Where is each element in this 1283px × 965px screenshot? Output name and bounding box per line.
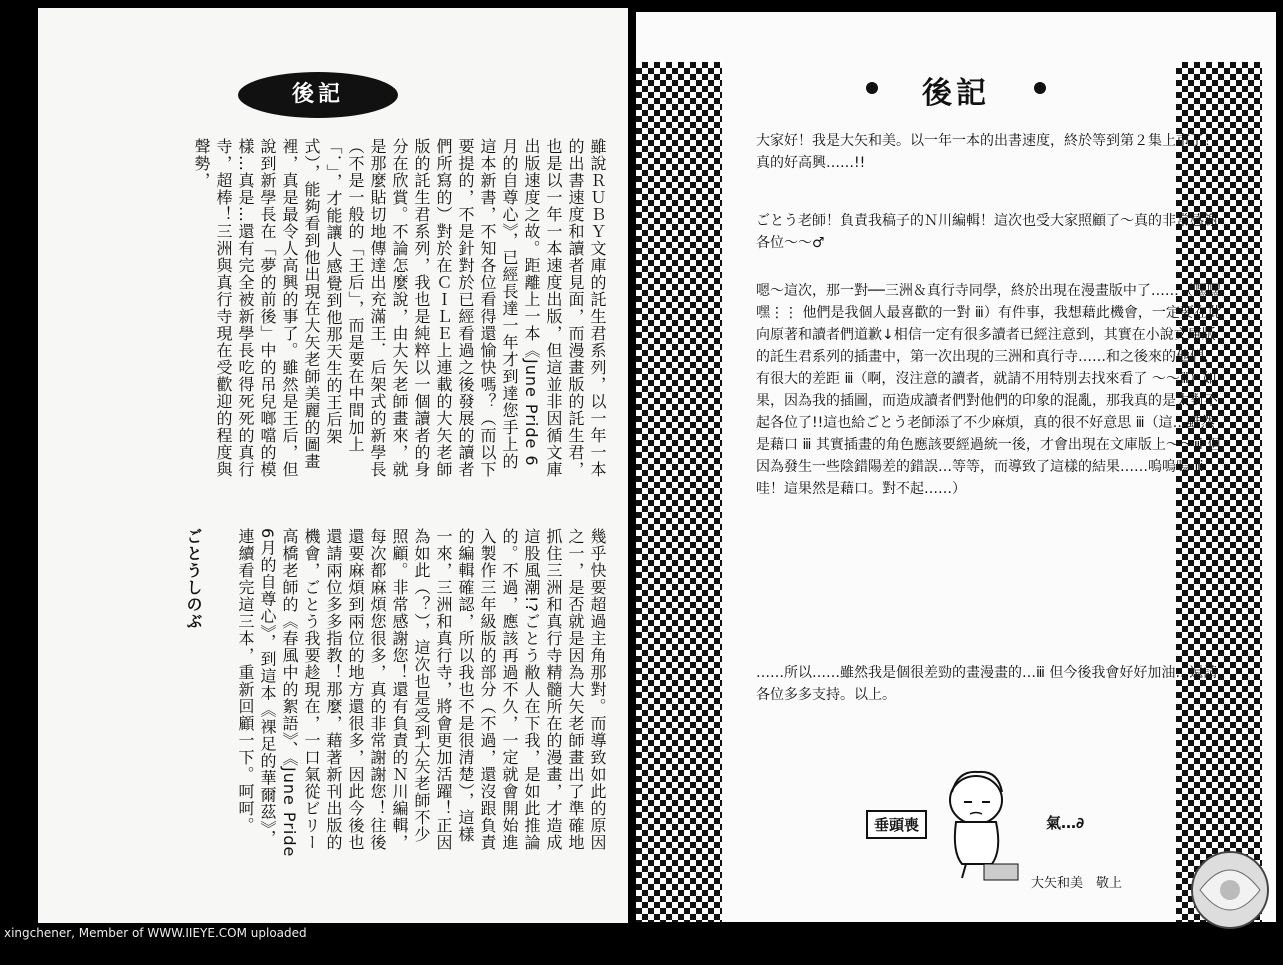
- left-bottom-text-block: [68, 528, 608, 858]
- chibi-illustration: [866, 742, 1166, 912]
- left-page: [38, 8, 628, 923]
- bullet-dot-icon: [1034, 82, 1046, 94]
- right-signoff: 大矢和美 敬上: [1031, 876, 1123, 891]
- bullet-dot-icon: [866, 82, 878, 94]
- left-signature: ごとうしのぶ: [184, 528, 203, 630]
- sigh-tail: 氣…∂: [1046, 814, 1085, 832]
- left-top-text: 雖說ＲＵＢＹ文庫的託生君系列，以一年一本的出書速度和讀者見面，而漫畫版的託生君，也是以一年一本速度出版，但這並非因循文庫出版速度之故。距離上一本《June Pride 6月的自尊心》，已經長達一年才到達您手上的這本新書，不知各位看得還愉快嗎？（而以下要提的，不是針對於已經看過之後發展的讀者們所寫的）對於在ＣＩＬＥ上連載的大矢老師版的託生君系列，我也是純粹以一個讀者的身分在欣賞。不論怎麼說，由大矢老師畫來，就是那麼貼切地傳達出充滿王．后架式的新學長（不是一般的「王后」，而是要在中間加上「．」，才能讓人感覺到他那天生的王后架式），能夠看到他出現在大矢老師美麗的圖畫裡，真是最令人高興的事了。雖然是王后，但說到新學長在「夢的前後」中的吊兒啷噹的模樣…真是…還有完全被新學長吃得死死的真行寺，超棒！三洲與真行寺現在受歡迎的程度與聲勢，: [192, 138, 607, 478]
- right-para-1: 大家好！我是大矢和美。以一年一本的出書速度，終於等到第２集上市了！真的好高興……!!: [756, 133, 1218, 171]
- watermark-text: xingchener, Member of WWW.IIEYE.COM uploaded: [4, 926, 307, 940]
- left-bottom-text: 幾乎快要超過主角那對。而導致如此的原因之一，是否就是因為大矢老師畫出了準確地抓住三洲和真行寺精髓所在的漫畫，才造成這股風潮!?ごとう敝人在下我，是如此推論的。不過，應該再過不久，一定就會開始進入製作三年級版的部分（不過，還沒跟負責的編輯確認，所以我也不是很清楚），這樣一來，三洲和真行寺，將會更加活躍！正因為如此（？），這次也是受到大矢老師不少照顧。非常感謝您！還有負責的Ｎ川編輯，每次都麻煩您很多，真的非常謝謝您！往後還要麻煩到兩位的地方還很多，因此今後也還請兩位多多指教！那麼，藉著新刊出版的機會，ごとう我要趁現在，一口氣從ビリー高橋老師的《春風中的絮語》、《June Pride 6月的自尊心》，到這本《裸足的華爾茲》，連續看完這三本，重新回顧一下。呵呵。: [236, 528, 607, 858]
- right-para-2: ごとう老師！負責我稿子的Ｎ川編輯！這次也受大家照顧了～真的非常感謝各位～～♂: [756, 213, 1218, 251]
- right-afterword-title: 後記: [922, 76, 990, 111]
- stamp-logo-icon: [1180, 820, 1275, 940]
- left-afterword-title: 後記: [238, 72, 398, 118]
- right-para-3: 嗯～這次，那一對──三洲＆真行寺同學，終於出現在漫畫版中了……（嘿嘿嘿⋮⋮ 他們是我個人最喜歡的一對 ⅲ）有件事，我想藉此機會，一定要在此向原著和讀者們道歉↓相信一定有很多讀者已經注意到，其實在小說文庫版的託生君系列的插畫中，第一次出現的三洲和真行寺……和之後來的他們，有很大的差距 ⅲ（啊，沒注意的讀者，就請不用特別去找來看了 ～～ⅲ）如果，因為我的插圖，而造成讀者們對他們的印象的混亂，那我真的是太對不起各位了!!這也給ごとう老師添了不少麻煩，真的很不好意思 ⅲ（這…雖然是藉口 ⅲ 其實插畫的角色應該要經過統一後，才會出現在文庫版上～～ⅲ 但因為發生一些陰錯陽差的錯誤…等等，而導致了這樣的結果……嗚嗚嗚 ⅲ 哇！這果然是藉口。對不起……）: [756, 283, 1222, 497]
- right-title-area: [856, 62, 1056, 112]
- right-page: [636, 12, 1276, 922]
- checkerboard-left-border: [636, 62, 722, 922]
- right-para-4: ……所以……雖然我是個很差勁的畫漫畫的…ⅲ 但今後我會好好加油…還請各位多多支持。以上。: [756, 665, 1218, 703]
- left-top-text-block: [68, 138, 608, 478]
- sigh-label: 垂頭喪: [866, 810, 927, 839]
